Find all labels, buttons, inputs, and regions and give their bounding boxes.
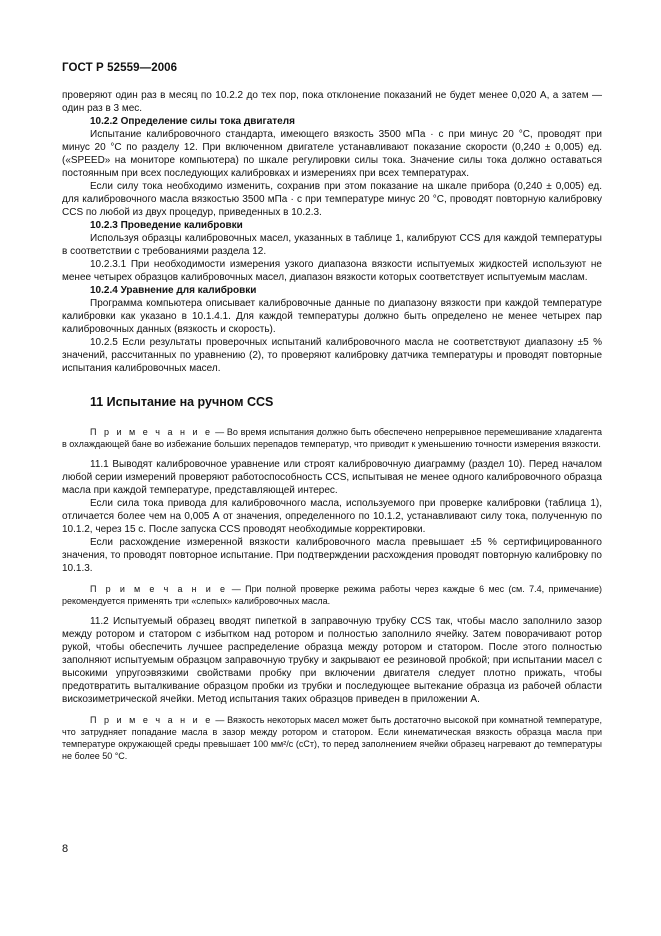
paragraph: 10.2.5 Если результаты проверочных испытаний калибровочного масла не соответствуют диапазону ±5 % значений, рассчитанных по уравнению (2), то проверяют калибровку датчика температуры и проводят повторные испытания калибровочных масел. — [62, 337, 602, 374]
page-number: 8 — [62, 843, 69, 855]
paragraph: 11.2 Испытуемый образец вводят пипеткой в заправочную трубку CCS так, чтобы масло заполнило зазор между ротором и статором с избытком над ротором и полностью заполнило ячейку. Затем поворачивают ротор рукой, чтобы обеспечить лучшее распределение образца между ротором и статором. После этого полностью заполняют испытуемым образцом заправочную трубку и закрывают ее резиновой пробкой; при испытании масел с высокими упругоэвязкими свойствами пробку при включении двигателя следует плотно прижать, чтобы предотвратить выталкивание образцом пробки из трубки и последующее вытекание образца из рабочей области вискозиметрической ячейки. Метод испытания таких образцов приведен в приложении А. — [62, 616, 602, 705]
paragraph: Программа компьютера описывает калибровочные данные по диапазону вязкости при каждой температуре калибровки как указано в 10.1.4.1. Для каждой температуры должно быть определено не менее четырех пар калибровочных данных (вязкость и скорость). — [62, 298, 602, 335]
note-label: П р и м е ч а н и е — [90, 427, 213, 437]
note — [62, 583, 602, 607]
paragraph: Используя образцы калибровочных масел, указанных в таблице 1, калибруют CCS для каждой температуры в соответствии с требованиями раздела 12. — [62, 233, 602, 257]
heading-10-2-4: 10.2.4 Уравнение для калибровки — [90, 285, 257, 296]
note-text: — Вязкость некоторых масел может быть достаточно высокой при комнатной температуре, что затрудняет попадание масла в зазор между ротором и статором. Если кинематическая вязкость образца масла при температуре окружающей среды превышает 100 мм²/с (сСт), то перед заполнением ячейки образец нагревают до температуры не более 50 °С. — [62, 715, 602, 761]
paragraph-continuation: проверяют один раз в месяц по 10.2.2 до тех пор, пока отклонение показаний не будет менее 0,020 А, а затем — один раз в 3 мес. — [62, 90, 602, 114]
standard-header: ГОСТ Р 52559—2006 — [62, 62, 178, 74]
note-text: — При полной проверке режима работы через каждые 6 мес (см. 7.4, примечание) рекомендуется применять три «слепых» калибровочных масла. — [62, 584, 603, 606]
note-text: — Во время испытания должно быть обеспечено непрерывное перемешивание хладагента в охлаждающей бане во избежание больших перепадов температур, что приводит к уменьшению точности измерения вязкости. — [62, 427, 602, 449]
note — [62, 426, 602, 450]
paragraph: 11.1 Выводят калибровочное уравнение или строят калибровочную диаграмму (раздел 10). Перед началом любой серии измерений проверяют работоспособность CCS, испытывая не менее одного калибровочного образца масла при каждой температуре, представляющей интерес. — [62, 459, 602, 496]
paragraph: Если сила тока привода для калибровочного масла, используемого при проверке калибровки (таблица 1), отличается более чем на 0,005 А от значения, определенного по 10.1.2, устанавливают силу тока, полученную по 10.1.2, через 15 с. После запуска CCS проводят необходимые корректировки. — [62, 498, 602, 535]
paragraph: Испытание калибровочного стандарта, имеющего вязкость 3500 мПа · с при минус 20 °С, проводят при минус 20 °С по разделу 12. При включенном двигателе устанавливают показание скорости (0,240 ± 0,005) ед. («SPEED» на мониторе компьютера) по шкале регулировки силы тока. Значение силы тока должно оставаться постоянным при всех последующих калибровках и измерениях при всех температурах. — [62, 129, 602, 179]
section-heading-11: 11 Испытание на ручном CCS — [90, 395, 274, 409]
note-label: П р и м е ч а н и е — [90, 715, 213, 725]
note — [62, 714, 602, 762]
heading-10-2-3: 10.2.3 Проведение калибровки — [90, 220, 243, 231]
note-label: П р и м е ч а н и е — [90, 584, 228, 594]
paragraph: Если силу тока необходимо изменить, сохранив при этом показание на шкале прибора (0,240 ± 0,005) ед. для калибровочного масла вязкостью 3500 мПа · с при температуре минус 20 °С, проводят повторную калибровку CCS по любой из двух процедур, приведенных в 10.2.3. — [62, 181, 602, 218]
paragraph: Если расхождение измеренной вязкости калибровочного масла превышает ±5 % сертифицированного значения, то проводят повторное испытание. При подтверждении расхождения проводят повторную калибровку по 10.1.3. — [62, 537, 602, 574]
page-body — [62, 89, 602, 762]
paragraph: 10.2.3.1 При необходимости измерения узкого диапазона вязкости испытуемых жидкостей используют не менее четырех образцов калибровочных масел, диапазон вязкости которых соответствует испытуемым маслам. — [62, 259, 602, 283]
heading-10-2-2: 10.2.2 Определение силы тока двигателя — [90, 116, 295, 127]
